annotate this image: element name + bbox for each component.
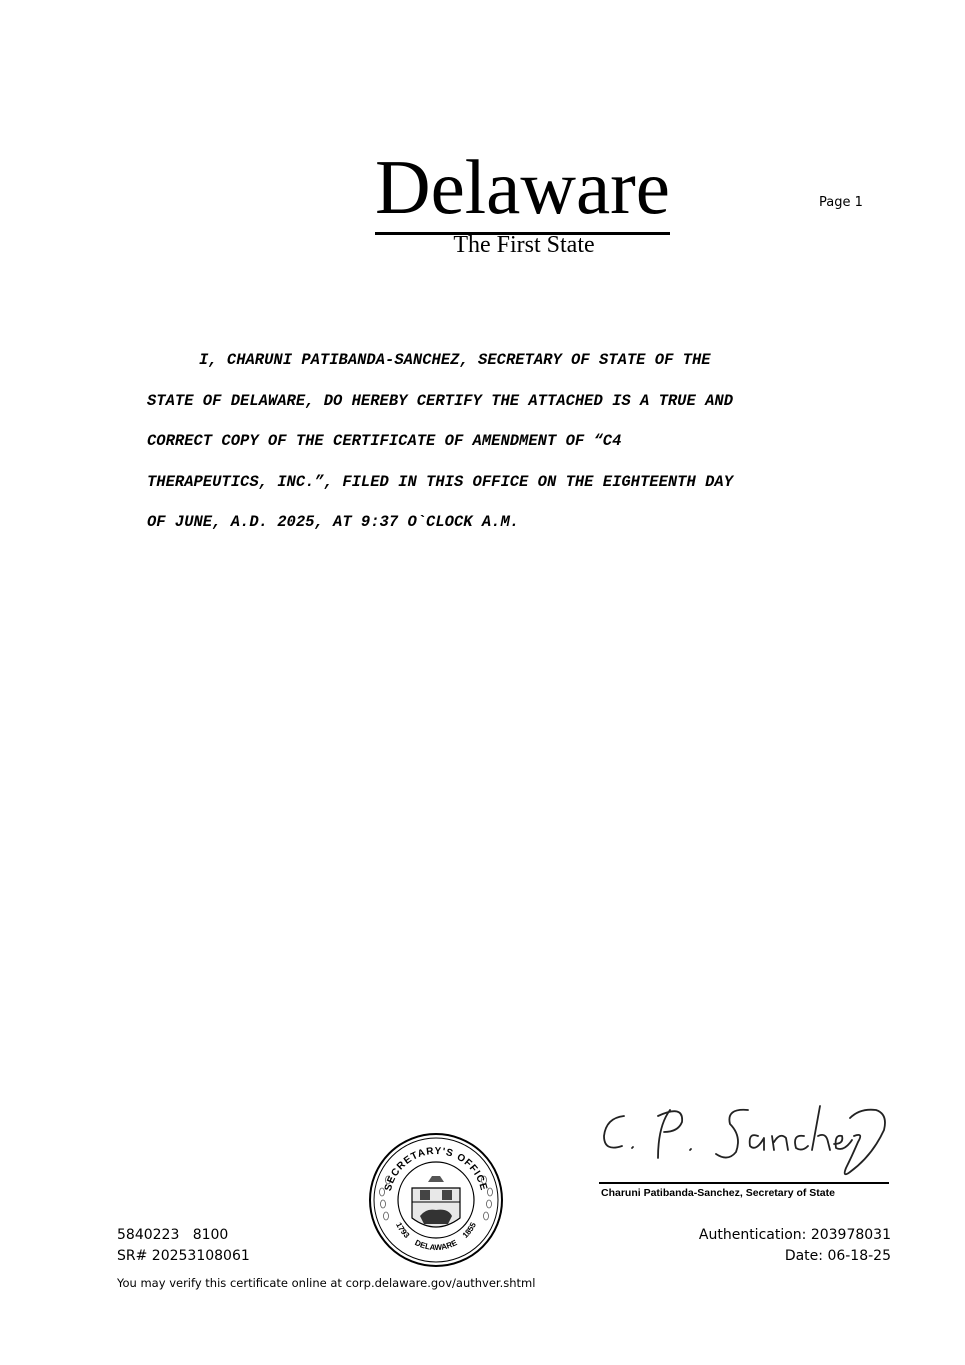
file-number: 5840223 8100 [117,1227,229,1243]
state-motto: The First State [453,232,595,258]
seal-bottom-text: DELAWARE [413,1238,459,1253]
state-seal [368,1132,504,1268]
seal-year-right: 1855 [460,1220,478,1240]
certification-line-2: STATE OF DELAWARE, DO HEREBY CERTIFY THE ATTACHED IS A TRUE AND [147,391,733,410]
authentication-number: Authentication: 203978031 [698,1227,891,1243]
certification-line-3: CORRECT COPY OF THE CERTIFICATE OF AMENDMENT OF “C4 [147,432,622,450]
certification-line-5: OF JUNE, A.D. 2025, AT 9:37 O`CLOCK A.M. [147,513,520,531]
secretary-signature [598,1096,893,1180]
seal-top-text: SECRETARY'S OFFICE [382,1145,490,1193]
page-number: Page 1 [819,195,863,210]
certification-line-1: I, CHARUNI PATIBANDA-SANCHEZ, SECRETARY OF STATE OF THE [199,351,711,369]
verification-note: You may verify this certificate online at corp.delaware.gov/authver.shtml [117,1276,536,1290]
signature-caption: Charuni Patibanda-Sanchez, Secretary of State [601,1187,835,1199]
signature-line [599,1182,889,1184]
filing-info [117,1225,250,1267]
state-title: Delaware [375,142,670,235]
certification-text [147,340,837,543]
seal-year-left: 1793 [394,1220,412,1240]
authentication-info [699,1225,891,1267]
sr-number: SR# 20253108061 [117,1248,250,1264]
certificate-date: Date: 06-18-25 [784,1248,891,1264]
certification-line-4: THERAPEUTICS, INC.”, FILED IN THIS OFFICE ON THE EIGHTEENTH DAY [147,472,733,491]
